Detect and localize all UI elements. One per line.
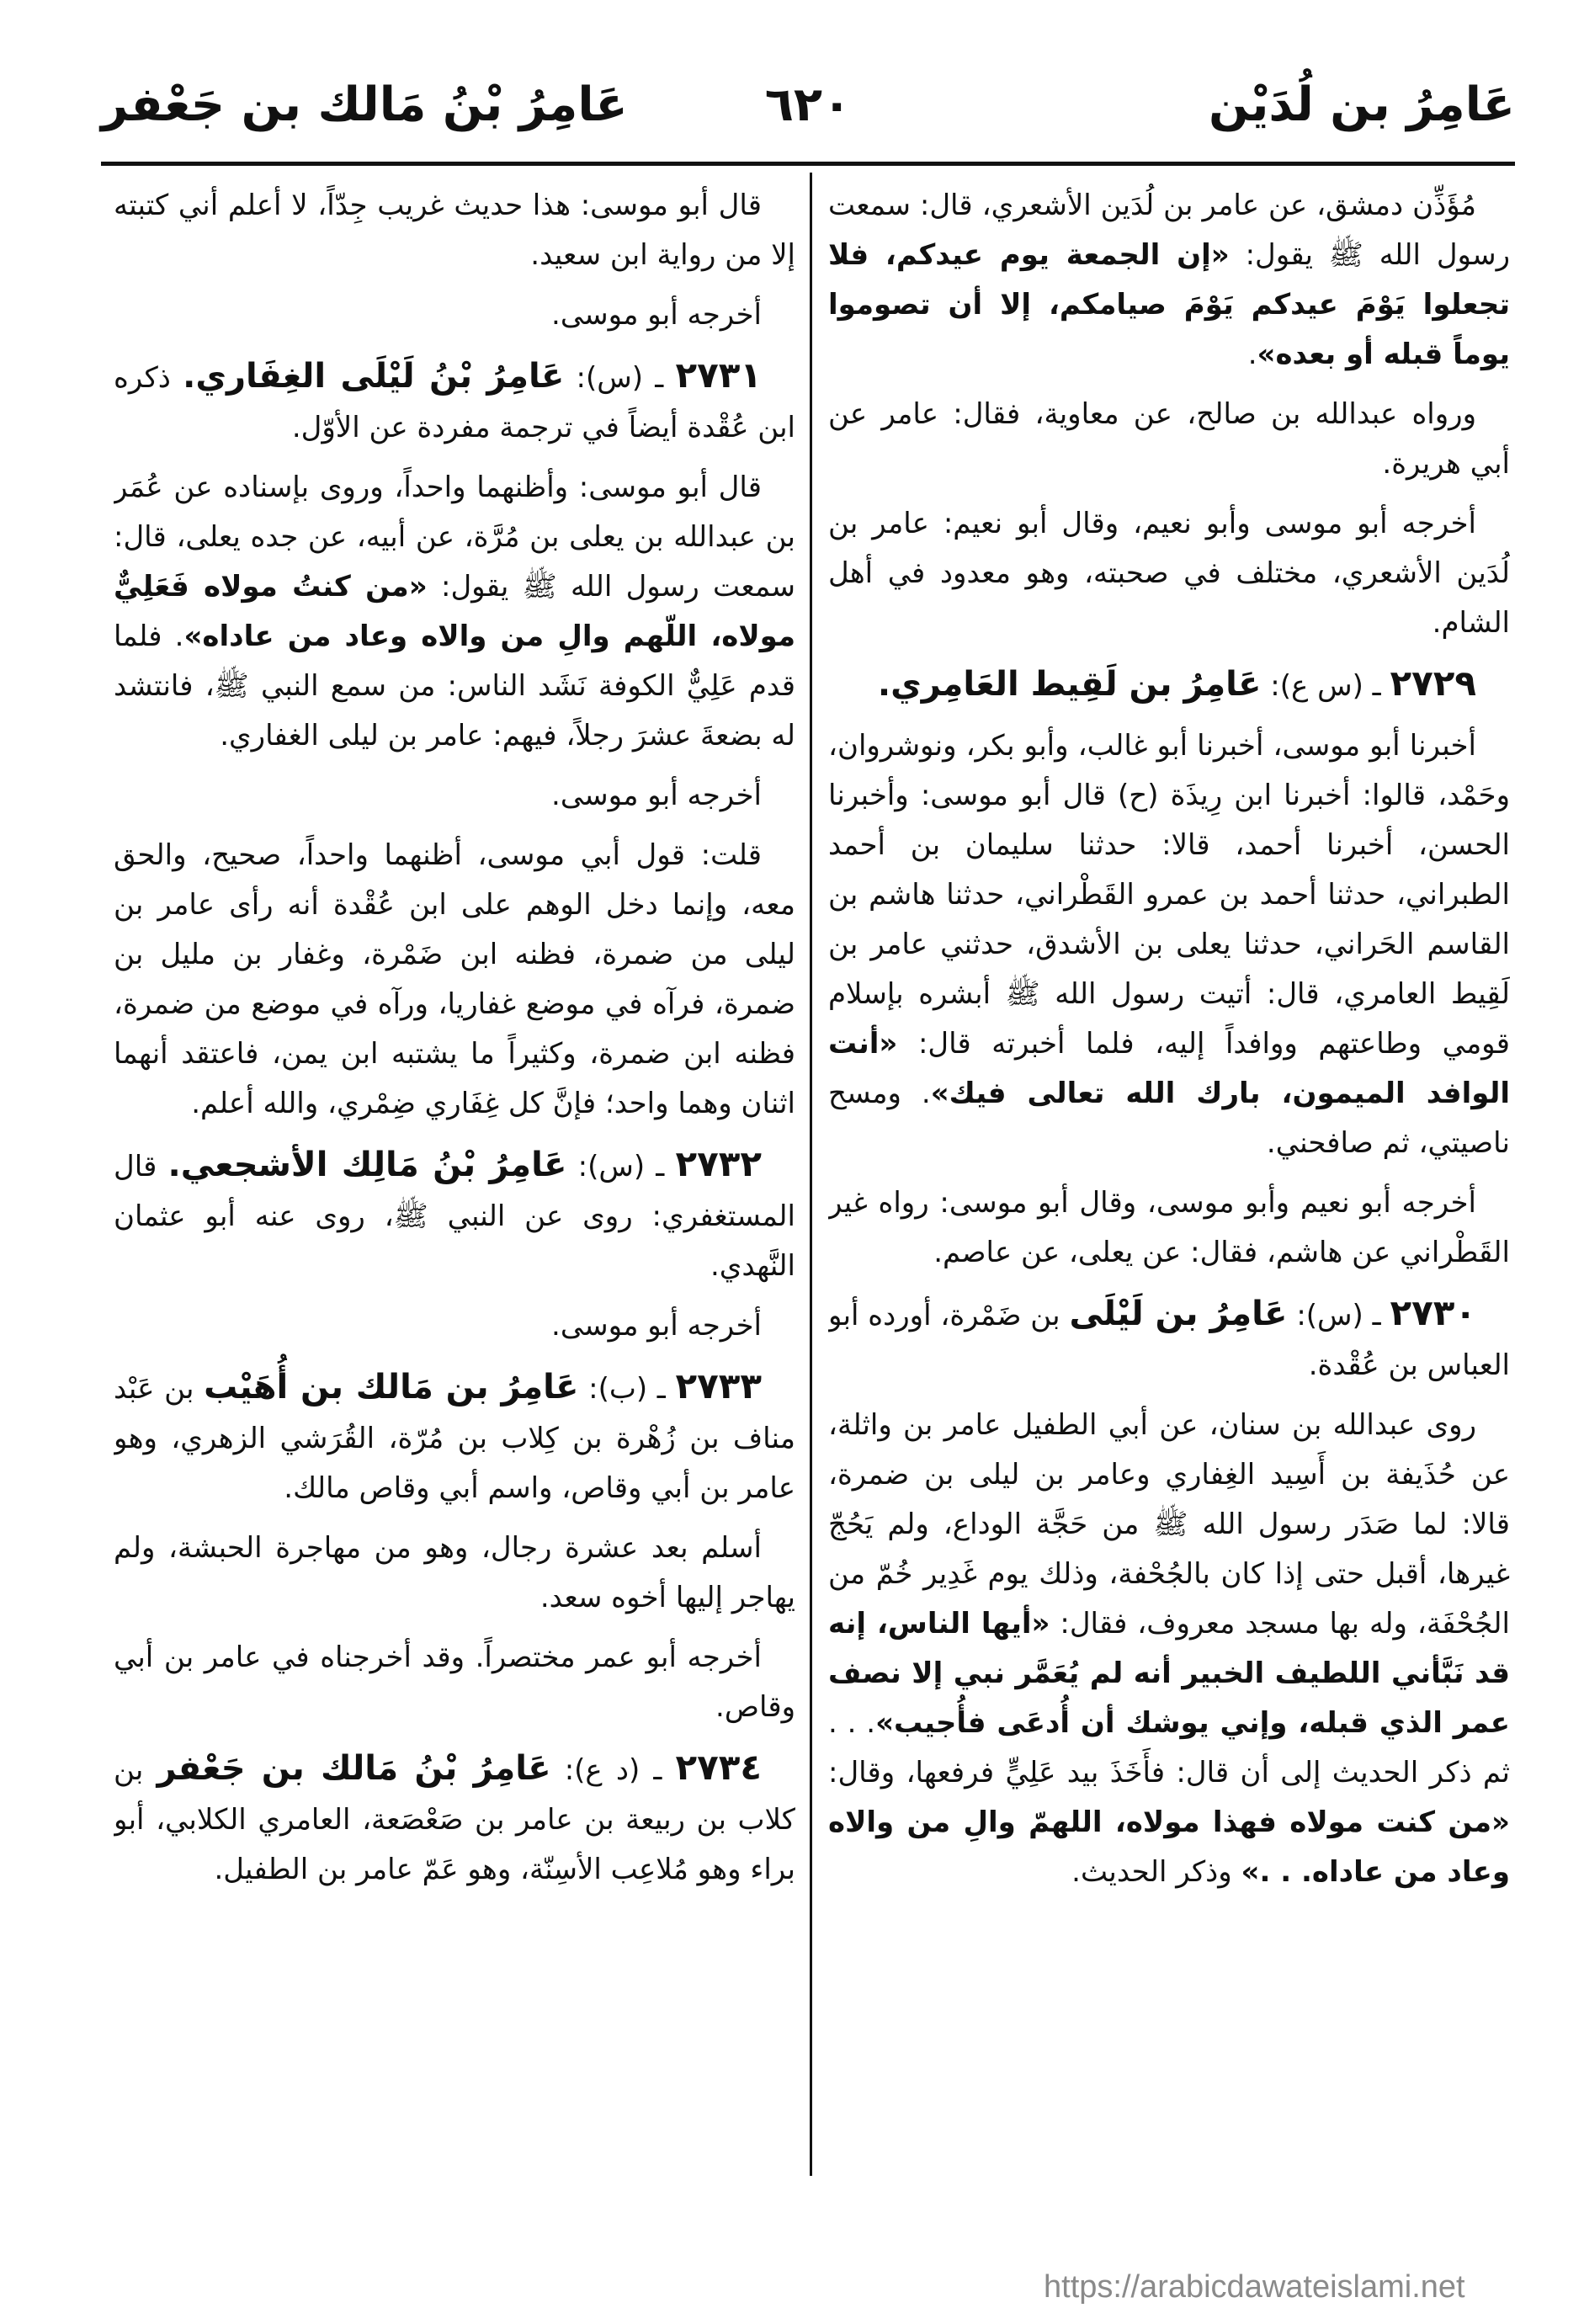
body-text: ـ (د ع): — [550, 1753, 676, 1787]
watermark-url[interactable]: https://arabicdawateislami.net — [1044, 2269, 1465, 2305]
paragraph — [114, 1633, 795, 1732]
paragraph — [828, 499, 1510, 648]
hadith-quote: «من كنتُ مولاه فَعَلِيٌّ مولاه، اللّهم والِ من والاه وعاد من عاداه» — [114, 570, 795, 653]
paragraph — [114, 1742, 795, 1895]
body-text: ـ (ب): — [578, 1372, 676, 1406]
body-text: أخرجه أبو موسى. — [551, 1309, 762, 1343]
entry-heading: عَامِرُ بن مَالك بن أُهَيْب — [204, 1368, 579, 1407]
entry-number: ٢٧٣١ — [675, 354, 762, 396]
paragraph — [828, 658, 1510, 711]
header-rule — [101, 162, 1515, 166]
body-text: أخرجه أبو عمر مختصراً. وقد أخرجناه في عامر بن أبي وقاص. — [114, 1641, 795, 1724]
body-text: قال أبو موسى: هذا حديث غريب جِدّاً، لا أعلم أني كتبته إلا من رواية ابن سعيد. — [114, 189, 795, 272]
paragraph — [828, 1401, 1510, 1897]
body-text: بن ضَمْرة، أورده أبو العباس بن عُقْدة. — [828, 1299, 1510, 1382]
paragraph — [114, 771, 795, 821]
entry-number: ٢٧٢٩ — [1390, 662, 1476, 704]
body-text: قلت: قول أبي موسى، أظنهما واحداً، صحيح، والحق معه، وإنما دخل الوهم على ابن عُقْدة أنه رأى عامر بن ليلى من ضمرة، فظنه ابن ضَمْرة، وغفار بن مليل بن ضمرة، فرآه في موضع غفاريا، ورآه في موضع من ضمرة، فظنه ابن ضمرة، وكثيراً ما يشتبه ابن يمن، فاعتقد أنهما اثنان وهما واحد؛ فإنَّ كل غِفَاري ضِمْري، والله أعلم. — [114, 838, 795, 1120]
page-header — [101, 77, 1515, 153]
body-text: أخرجه أبو موسى. — [551, 298, 762, 332]
body-text: . فلما قدم عَلِيٌّ الكوفة نَشَد الناس: من سمع النبي ﷺ، فانتشد له بضعةَ عشرَ رجلاً، فيهم: عامر بن ليلى الغفاري. — [114, 620, 795, 753]
paragraph — [828, 390, 1510, 489]
hadith-quote: «أنت الوافد الميمون، بارك الله تعالى فيك» — [828, 1027, 1510, 1110]
body-text: . ومسح ناصيتي، ثم صافحني. — [828, 1077, 1510, 1160]
body-text: أسلم بعد عشرة رجال، وهو من مهاجرة الحبشة، ولم يهاجر إليها أخوه سعد. — [114, 1531, 795, 1614]
body-text: أخرجه أبو موسى وأبو نعيم، وقال أبو نعيم: عامر بن لُدَين الأشعري، مختلف في صحبته، وهو معدود في أهل الشام. — [828, 507, 1510, 640]
body-text: أخرجه أبو موسى. — [551, 779, 762, 812]
body-text: . — [1247, 338, 1257, 371]
body-text: ـ (س): — [1287, 1299, 1390, 1332]
entry-number: ٢٧٣٠ — [1390, 1292, 1476, 1333]
entry-heading: عَامِرُ بْنُ مَالِك الأشجعي. — [167, 1146, 567, 1184]
paragraph — [828, 181, 1510, 380]
body-text: روى عبدالله بن سنان، عن أبي الطفيل عامر بن واثلة، عن حُذَيفة بن أَسِيد الغِفاري وعامر بن ليلى بن ضمرة، قالا: لما صَدَر رسول الله ﷺ من حَجَّة الوداع، ولم يَحُجّ غيرها، أقبل حتى إذا كان بالجُحْفة، وذلك يوم غَدِير خُمّ من الجُحْفَة، وله بها مسجد معروف، فقال: — [828, 1408, 1510, 1641]
body-text: ـ (س): — [566, 1150, 676, 1183]
paragraph — [114, 1361, 795, 1513]
entry-number: ٢٧٣٣ — [675, 1365, 762, 1407]
body-text: قال المستغفري: روى عن النبي ﷺ، روى عنه أبو عثمان النَّهدي. — [114, 1150, 795, 1283]
body-text: ـ (س): — [564, 361, 676, 395]
body-text: ورواه عبدالله بن صالح، عن معاوية، فقال: عامر عن أبي هريرة. — [828, 397, 1510, 481]
column-divider — [810, 173, 812, 2176]
body-text: بن عَبْد مناف بن زُهْرة بن كِلاب بن مُرّة، القُرَشي الزهري، وهو عامر بن أبي وقاص، واسم أبي وقاص مالك. — [114, 1372, 795, 1505]
body-text: مُؤَذِّن دمشق، عن عامر بن لُدَين الأشعري، قال: سمعت رسول الله ﷺ يقول: — [828, 189, 1510, 272]
page-number: ٦٢٠ — [764, 77, 852, 132]
entry-heading: عَامِرُ بن لَيْلَى — [1069, 1295, 1288, 1333]
body-text: قال أبو موسى: وأظنهما واحداً، وروى بإسناده عن عُمَر بن عبدالله بن يعلى بن مُرَّة، عن أبيه، عن جده يعلى، قال: سمعت رسول الله ﷺ يقول: — [114, 471, 795, 604]
body-text: بن كلاب بن ربيعة بن عامر بن صَعْصَعة، العامري الكلابي، أبو براء وهو مُلاعِب الأسِنّة، وهو عَمّ عامر بن الطفيل. — [114, 1753, 795, 1886]
paragraph — [114, 350, 795, 453]
entry-heading: عَامِرُ بْنُ لَيْلَى الغِفَاري. — [183, 357, 565, 396]
body-text: وذكر الحديث. — [1071, 1855, 1241, 1889]
running-title-right: عَامِرُ بن لُدَيْن — [1209, 77, 1515, 132]
paragraph — [828, 721, 1510, 1168]
body-text: . . . ثم ذكر الحديث إلى أن قال: فأَخَذَ بيد عَلِيٍّ فرفعها، وقال: — [828, 1706, 1510, 1790]
entry-heading: عَامِرُ بْنُ مَالك بن جَعْفر — [157, 1749, 551, 1788]
paragraph — [828, 1288, 1510, 1391]
hadith-quote: «أيها الناس، إنه قد نَبَّأني اللطيف الخبير أنه لم يُعَمَّر نبي إلا نصف عمر الذي قبله، وإني يوشك أن أُدعَى فأُجيب» — [828, 1607, 1510, 1740]
right-column — [828, 181, 1510, 2176]
entry-number: ٢٧٣٤ — [675, 1747, 763, 1788]
paragraph — [114, 1139, 795, 1291]
body-text: ذكره ابن عُقْدة أيضاً في ترجمة مفردة عن الأوّل. — [114, 361, 795, 444]
paragraph — [114, 463, 795, 761]
left-column — [114, 181, 795, 2176]
body-text: ـ (س ع): — [1261, 669, 1390, 703]
body-text: أخبرنا أبو موسى، أخبرنا أبو غالب، وأبو بكر، ونوشروان، وحَمْد، قالوا: أخبرنا ابن رِيذَة (ح) قال أبو موسى: وأخبرنا الحسن، أخبرنا أحمد، قالا: حدثنا سليمان بن أحمد الطبراني، حدثنا أحمد بن عمرو القَطْراني، حدثنا هاشم بن القاسم الحَراني، حدثنا يعلى بن الأشدق، حدثني عامر بن لَقِيط العامري، قال: أتيت رسول الله ﷺ أبشره بإسلام قومي وطاعتهم ووافداً إليه، فلما أخبرته قال: — [828, 729, 1510, 1061]
entry-heading: عَامِرُ بن لَقِيط العَامِري. — [877, 665, 1262, 704]
paragraph — [114, 1524, 795, 1623]
paragraph — [114, 181, 795, 280]
paragraph — [114, 831, 795, 1129]
running-title-left: عَامِرُ بْنُ مَالك بن جَعْفر — [101, 77, 628, 132]
entry-number: ٢٧٣٢ — [675, 1143, 762, 1184]
paragraph — [828, 1178, 1510, 1278]
paragraph — [114, 290, 795, 340]
body-text: أخرجه أبو نعيم وأبو موسى، وقال أبو موسى: رواه غير القَطْراني عن هاشم، فقال: عن يعلى، عن عاصم. — [828, 1186, 1510, 1269]
hadith-quote: «إن الجمعة يوم عيدكم، فلا تجعلوا يَوْمَ عيدكم يَوْمَ صيامكم، إلا أن تصوموا يوماً قبله أو بعده» — [828, 238, 1510, 371]
paragraph — [114, 1301, 795, 1351]
hadith-quote: «من كنت مولاه فهذا مولاه، اللهمّ والِ من والاه وعاد من عاداه. . .» — [828, 1805, 1510, 1889]
